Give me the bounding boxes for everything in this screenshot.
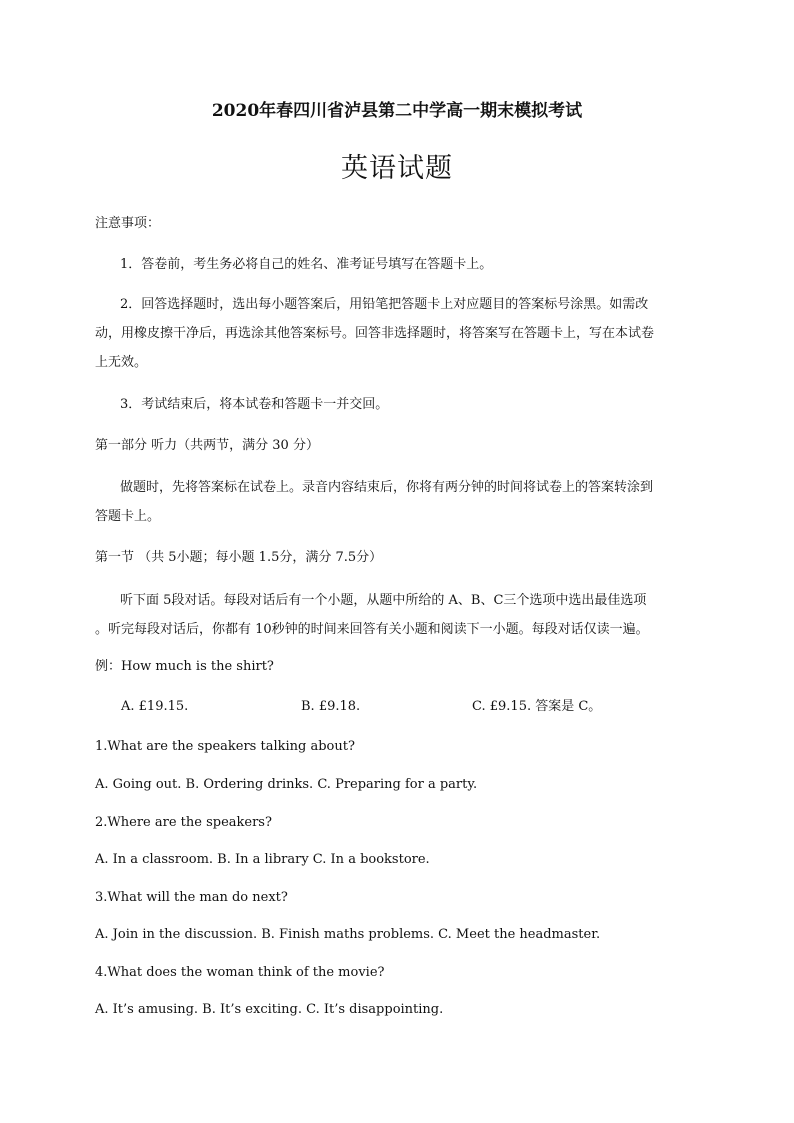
- example-option-c: C. £9.15. 答案是 C。: [472, 699, 602, 714]
- exam-subtitle: 英语试题: [341, 153, 453, 184]
- example-option-b: B. £9.18.: [301, 699, 361, 714]
- notice-item-2-line-3: 上无效。: [95, 355, 148, 370]
- question-1: 1.What are the speakers talking about?: [95, 739, 355, 754]
- notice-heading: 注意事项：: [95, 216, 161, 231]
- question-2-options: A. In a classroom. B. In a library C. In a bookstore.: [95, 852, 430, 867]
- notice-item-2-line-1: 2．回答选择题时，选出每小题答案后，用铅笔把答题卡上对应题目的答案标号涂黑。如需改: [120, 297, 649, 312]
- question-3: 3.What will the man do next?: [95, 890, 288, 905]
- section1-desc-line-1: 听下面 5段对话。每段对话后有一个小题，从题中所给的 A、B、C三个选项中选出最佳选项: [120, 593, 647, 608]
- question-4: 4.What does the woman think of the movie?: [95, 965, 385, 980]
- section1-heading: 第一节 （共 5小题；每小题 1.5分，满分 7.5分）: [95, 550, 383, 565]
- exam-title: 2020年春四川省泸县第二中学高一期末模拟考试: [211, 101, 583, 121]
- notice-item-3: 3．考试结束后，将本试卷和答题卡一并交回。: [120, 397, 389, 412]
- example-question: 例：How much is the shirt?: [95, 659, 274, 674]
- question-1-options: A. Going out. B. Ordering drinks. C. Preparing for a party.: [95, 777, 478, 792]
- part1-desc-line-2: 答题卡上。: [95, 509, 161, 524]
- question-4-options: A. It’s amusing. B. It’s exciting. C. It’s disappointing.: [95, 1002, 444, 1017]
- part1-desc-line-1: 做题时，先将答案标在试卷上。录音内容结束后，你将有两分钟的时间将试卷上的答案转涂到: [120, 480, 654, 495]
- example-option-a: A. £19.15.: [121, 699, 189, 714]
- notice-item-1: 1．答卷前，考生务必将自己的姓名、准考证号填写在答题卡上。: [120, 257, 493, 272]
- notice-item-2-line-2: 动，用橡皮擦干净后，再选涂其他答案标号。回答非选择题时，将答案写在答题卡上，写在本试卷: [95, 326, 655, 341]
- part1-heading: 第一部分 听力（共两节，满分 30 分）: [95, 438, 319, 453]
- section1-desc-line-2: 。听完每段对话后，你都有 10秒钟的时间来回答有关小题和阅读下一小题。每段对话仅读一遍。: [95, 622, 649, 637]
- question-3-options: A. Join in the discussion. B. Finish maths problems. C. Meet the headmaster.: [95, 927, 601, 942]
- question-2: 2.Where are the speakers?: [95, 815, 272, 830]
